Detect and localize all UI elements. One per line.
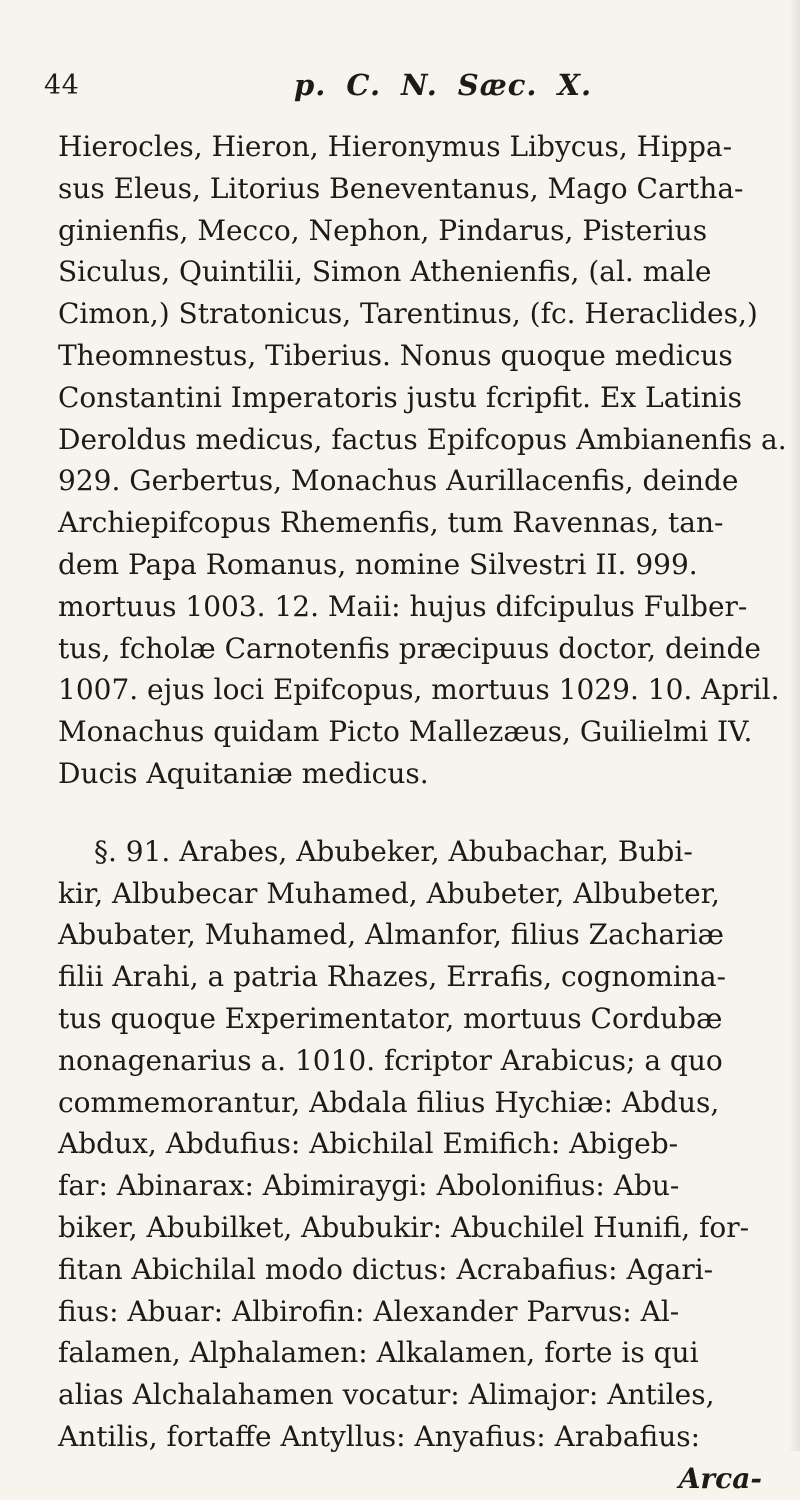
paragraph-1-line: Siculus, Quintilii, Simon Athenienfis, (al. male: [58, 255, 712, 289]
paragraph-2-line: Abdux, Abdufius: Abichilal Emifich: Abigeb-: [58, 1127, 679, 1161]
paragraph-2-line: far: Abinarax: Abimiraygi: Abolonifius: Abu-: [58, 1169, 680, 1203]
running-head-x: X.: [557, 68, 593, 102]
paragraph-2-line: filii Arahi, a patria Rhazes, Errafis, cognomina-: [58, 960, 727, 994]
paragraph-2-line: nonagenarius a. 1010. fcriptor Arabicus; a quo: [58, 1043, 723, 1077]
running-head-c: C.: [346, 68, 382, 102]
paragraph-1-line: dem Papa Romanus, nomine Silvestri II. 999.: [58, 547, 698, 581]
running-head-n: N.: [401, 68, 438, 102]
paragraph-spacer: [58, 795, 762, 831]
paragraph-1-line: 929. Gerbertus, Monachus Aurillacenfis, deinde: [58, 464, 739, 498]
main-text: [58, 126, 787, 1500]
page-number: 44: [44, 70, 80, 101]
paragraph-1-line: Cimon,) Stratonicus, Tarentinus, (fc. Heraclides,): [58, 297, 758, 331]
running-head-p: p.: [294, 68, 327, 102]
paragraph-1-line: Archiepifcopus Rhemenfis, tum Ravennas, tan-: [58, 506, 724, 540]
paragraph-2-line: kir, Albubecar Muhamed, Abubeter, Albubeter,: [58, 876, 720, 910]
paragraph-2-line: commemorantur, Abdala filius Hychiæ: Abdus,: [58, 1085, 720, 1119]
paragraph-2-line: Antilis, fortaffe Antyllus: Anyafius: Arabafius:: [58, 1419, 701, 1453]
paragraph-1-line: 1007. ejus loci Epifcopus, mortuus 1029. 10. April.: [58, 673, 780, 707]
page-edge-shadow: [788, 0, 800, 1451]
catchword: Arca-: [678, 1461, 762, 1495]
paragraph-1-line: Theomnestus, Tiberius. Nonus quoque medicus: [58, 338, 733, 372]
paragraph-1-line: tus, fcholæ Carnotenfis præcipuus doctor, deinde: [58, 631, 761, 665]
paragraph-2-line: alias Alchalahamen vocatur: Alimajor: Antiles,: [58, 1378, 715, 1412]
paragraph-1-line: Hierocles, Hieron, Hieronymus Libycus, Hippa-: [58, 130, 733, 163]
paragraph-1-line: Constantini Imperatoris justu fcripfit. Ex Latinis: [58, 380, 742, 414]
paragraph-2-line: §. 91. Arabes, Abubeker, Abubachar, Bubi-: [94, 834, 693, 868]
running-head: [294, 68, 612, 102]
paragraph-1-line: Monachus quidam Picto Mallezæus, Guilielmi IV.: [58, 715, 753, 749]
paragraph-2-line: tus quoque Experimentator, mortuus Cordubæ: [58, 1001, 723, 1035]
paragraph-2-line: fitan Abichilal modo dictus: Acrabafius: Agari-: [58, 1252, 714, 1286]
paragraph-1-line: Ducis Aquitaniæ medicus.: [58, 756, 429, 790]
paragraph-1-line: sus Eleus, Litorius Beneventanus, Mago Cartha-: [58, 171, 744, 205]
paragraph-1-line: mortuus 1003. 12. Maii: hujus difcipulus Fulber-: [58, 589, 748, 623]
paragraph-2-line: falamen, Alphalamen: Alkalamen, forte is qui: [58, 1336, 699, 1370]
paragraph-1: [58, 126, 787, 795]
paragraph-2-line: biker, Abubilket, Abubukir: Abuchilel Hunifi, for-: [58, 1210, 750, 1244]
paragraph-1-line: ginienfis, Mecco, Nephon, Pindarus, Pisterius: [58, 213, 708, 247]
paragraph-2-line: Abubater, Muhamed, Almanfor, filius Zachariæ: [58, 918, 724, 952]
paragraph-2: [58, 831, 762, 1500]
running-head-saec: Sæc.: [457, 68, 538, 102]
paragraph-2-line: fius: Abuar: Albirofin: Alexander Parvus: Al-: [58, 1294, 680, 1328]
paragraph-1-line: Deroldus medicus, factus Epifcopus Ambianenfis a.: [58, 422, 787, 456]
